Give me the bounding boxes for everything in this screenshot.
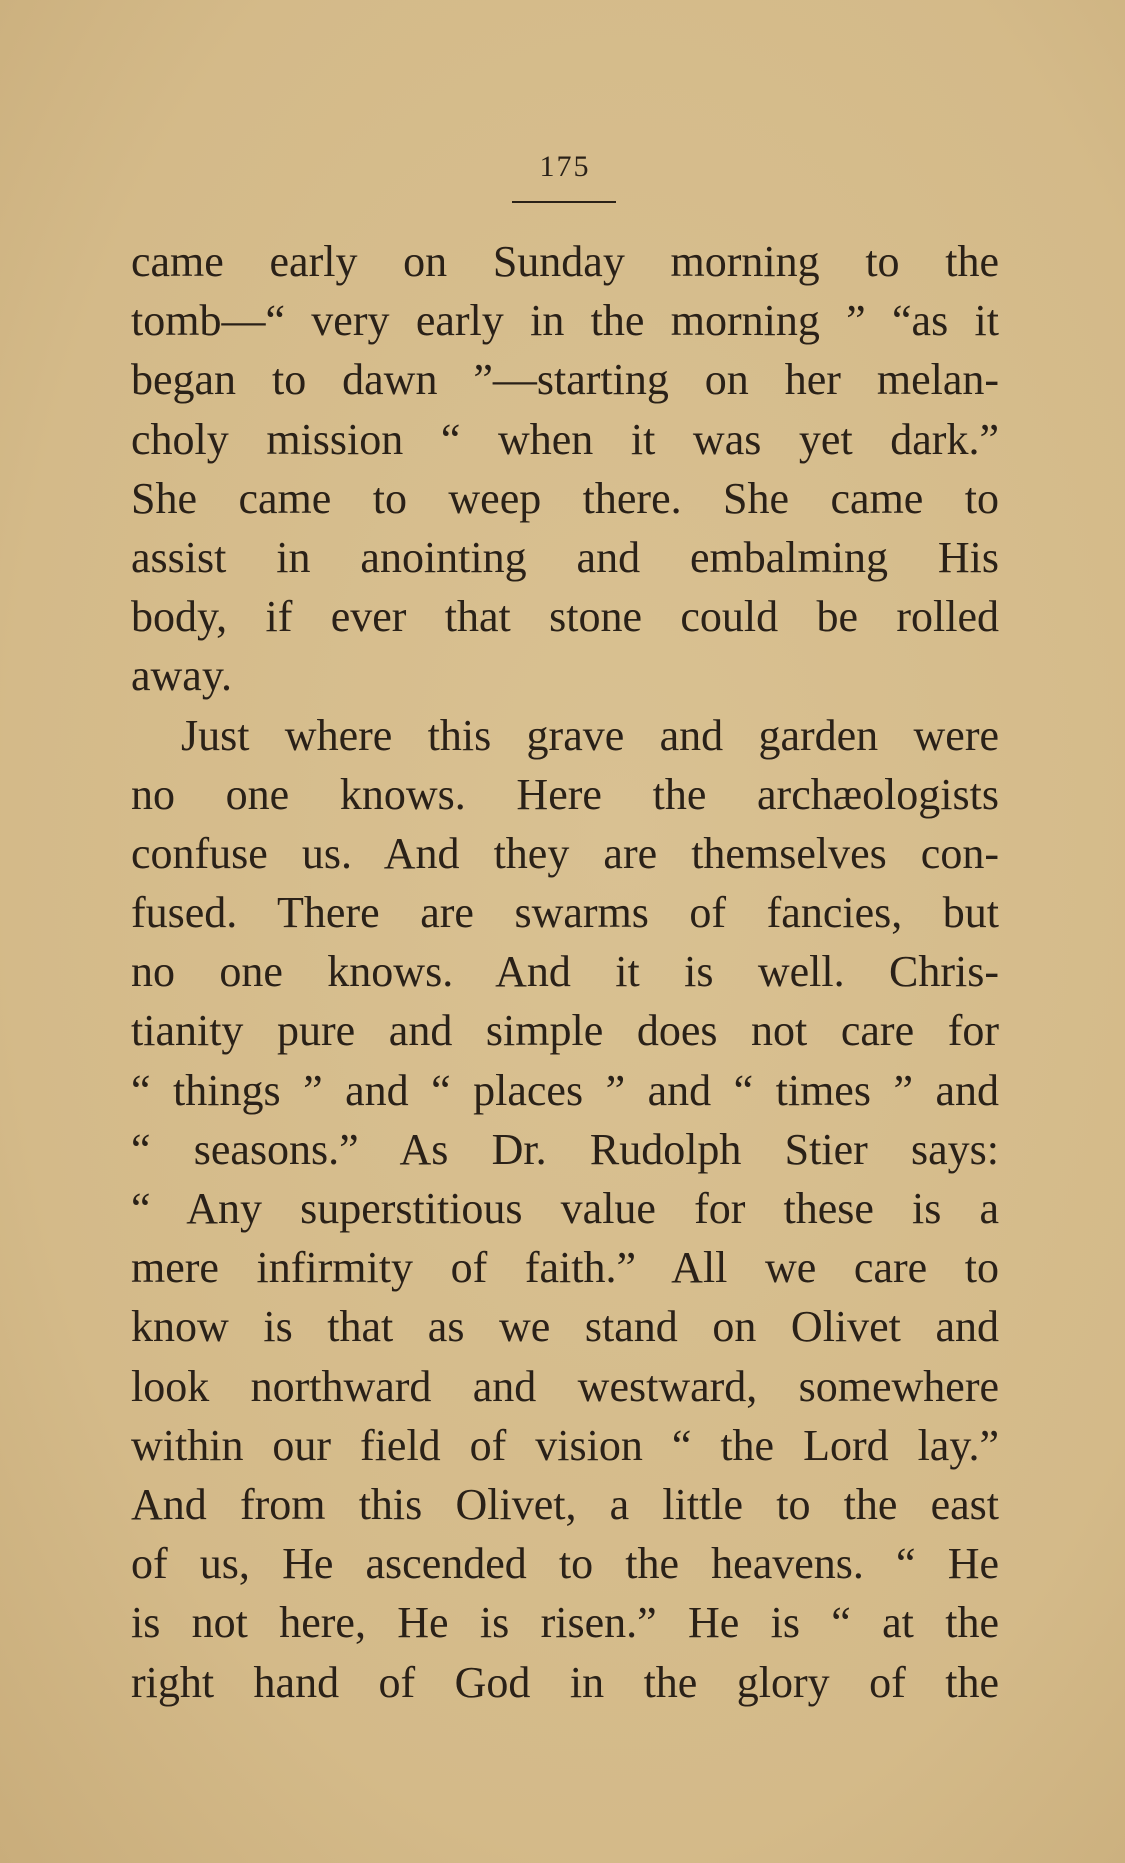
- text-line: “ seasons.” As Dr. Rudolph Stier says:: [131, 1124, 999, 1174]
- page-body-text: [131, 232, 999, 1712]
- text-line: body, if ever that stone could be rolled: [131, 592, 999, 642]
- header-rule: [512, 201, 616, 203]
- text-line: know is that as we stand on Olivet and: [131, 1302, 999, 1352]
- text-line: Just where this grave and garden were: [181, 710, 999, 760]
- text-line: “ things ” and “ places ” and “ times ” and: [131, 1065, 999, 1115]
- text-line: right hand of God in the glory of the: [131, 1657, 999, 1707]
- text-line: no one knows. Here the archæologists: [131, 769, 999, 819]
- text-line: look northward and westward, somewhere: [131, 1361, 999, 1411]
- text-line: She came to weep there. She came to: [131, 473, 999, 523]
- text-line: mere infirmity of faith.” All we care to: [131, 1243, 999, 1293]
- text-line: of us, He ascended to the heavens. “ He: [131, 1539, 999, 1589]
- text-line: confuse us. And they are themselves con-: [131, 828, 999, 878]
- text-line: “ Any superstitious value for these is a: [131, 1184, 999, 1233]
- text-line: began to dawn ”—starting on her melan-: [131, 355, 999, 405]
- text-line: tianity pure and simple does not care for: [131, 1006, 999, 1056]
- text-line: no one knows. And it is well. Chris-: [131, 947, 999, 997]
- text-line: came early on Sunday morning to the: [131, 237, 999, 286]
- text-line: And from this Olivet, a little to the east: [131, 1479, 999, 1529]
- text-line: tomb—“ very early in the morning ” “as it: [131, 296, 999, 346]
- page-number: 175: [539, 150, 591, 183]
- text-line: fused. There are swarms of fancies, but: [131, 888, 999, 938]
- text-line: choly mission “ when it was yet dark.”: [131, 414, 999, 464]
- text-line: within our field of vision “ the Lord lay.”: [131, 1420, 999, 1470]
- text-line: is not here, He is risen.” He is “ at the: [131, 1598, 999, 1648]
- text-line: assist in anointing and embalming His: [131, 532, 999, 582]
- text-line: away.: [131, 651, 232, 701]
